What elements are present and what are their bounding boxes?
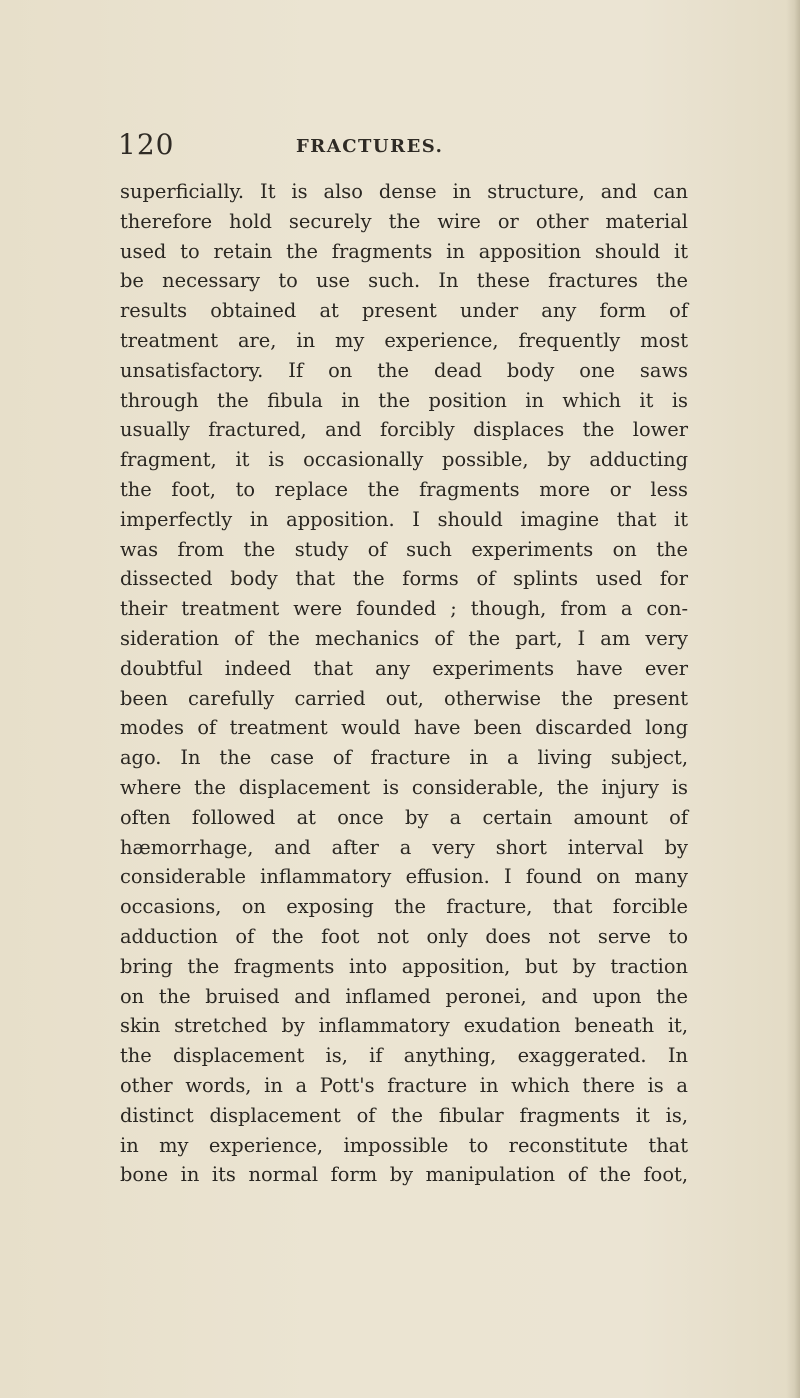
text-line: in my experience, impossible to reconstitute that xyxy=(120,1133,688,1157)
text-line: adduction of the foot not only does not serve to xyxy=(120,924,688,948)
text-line: considerable inflammatory effusion. I found on many xyxy=(120,865,688,889)
text-line: bone in its normal form by manipulation of the foot, xyxy=(120,1163,688,1187)
text-line: other words, in a Pott's fracture in which there is a xyxy=(120,1073,688,1097)
text-line: where the displacement is considerable, the injury is xyxy=(120,775,688,799)
text-line: distinct displacement of the fibular fragments it is, xyxy=(120,1103,688,1127)
text-line: results obtained at present under any form of xyxy=(120,299,688,323)
text-line: occasions, on exposing the fracture, that forcible xyxy=(120,895,688,919)
page-edge-shadow xyxy=(786,0,800,1398)
text-line: was from the study of such experiments on the xyxy=(120,537,688,561)
body-paragraph xyxy=(120,177,688,1190)
text-line: through the fibula in the position in which it is xyxy=(120,388,688,412)
running-head: FRACTURES. xyxy=(296,136,444,157)
page-number: 120 xyxy=(118,128,175,161)
text-line: doubtful indeed that any experiments have ever xyxy=(120,656,688,680)
text-line: superficially. It is also dense in structure, and can xyxy=(120,180,688,203)
text-line: the displacement is, if anything, exaggerated. In xyxy=(120,1044,688,1068)
text-line: ago. In the case of fracture in a living subject, xyxy=(120,746,688,770)
text-line: be necessary to use such. In these fractures the xyxy=(120,269,688,293)
text-line: their treatment were founded ; though, from a con- xyxy=(120,597,688,621)
text-line: used to retain the fragments in apposition should it xyxy=(120,239,688,263)
text-line: sideration of the mechanics of the part, I am very xyxy=(120,626,688,650)
text-line: dissected body that the forms of splints used for xyxy=(120,567,688,591)
text-line: been carefully carried out, otherwise the present xyxy=(120,686,688,710)
text-line: bring the fragments into apposition, but by traction xyxy=(120,954,688,978)
text-line: fragment, it is occasionally possible, by adducting xyxy=(120,448,688,472)
text-line: hæmorrhage, and after a very short interval by xyxy=(120,835,688,859)
text-line: modes of treatment would have been discarded long xyxy=(120,716,688,740)
text-line: the foot, to replace the fragments more or less xyxy=(120,477,688,501)
text-line: treatment are, in my experience, frequently most xyxy=(120,328,688,352)
text-line: imperfectly in apposition. I should imagine that it xyxy=(120,507,688,531)
text-line: therefore hold securely the wire or other material xyxy=(120,209,688,233)
text-line: unsatisfactory. If on the dead body one saws xyxy=(120,358,688,382)
text-line: usually fractured, and forcibly displaces the lower xyxy=(120,418,688,442)
text-line: often followed at once by a certain amount of xyxy=(120,805,688,829)
text-line: on the bruised and inflamed peronei, and upon the xyxy=(120,984,688,1008)
text-line: skin stretched by inflammatory exudation beneath it, xyxy=(120,1014,688,1038)
